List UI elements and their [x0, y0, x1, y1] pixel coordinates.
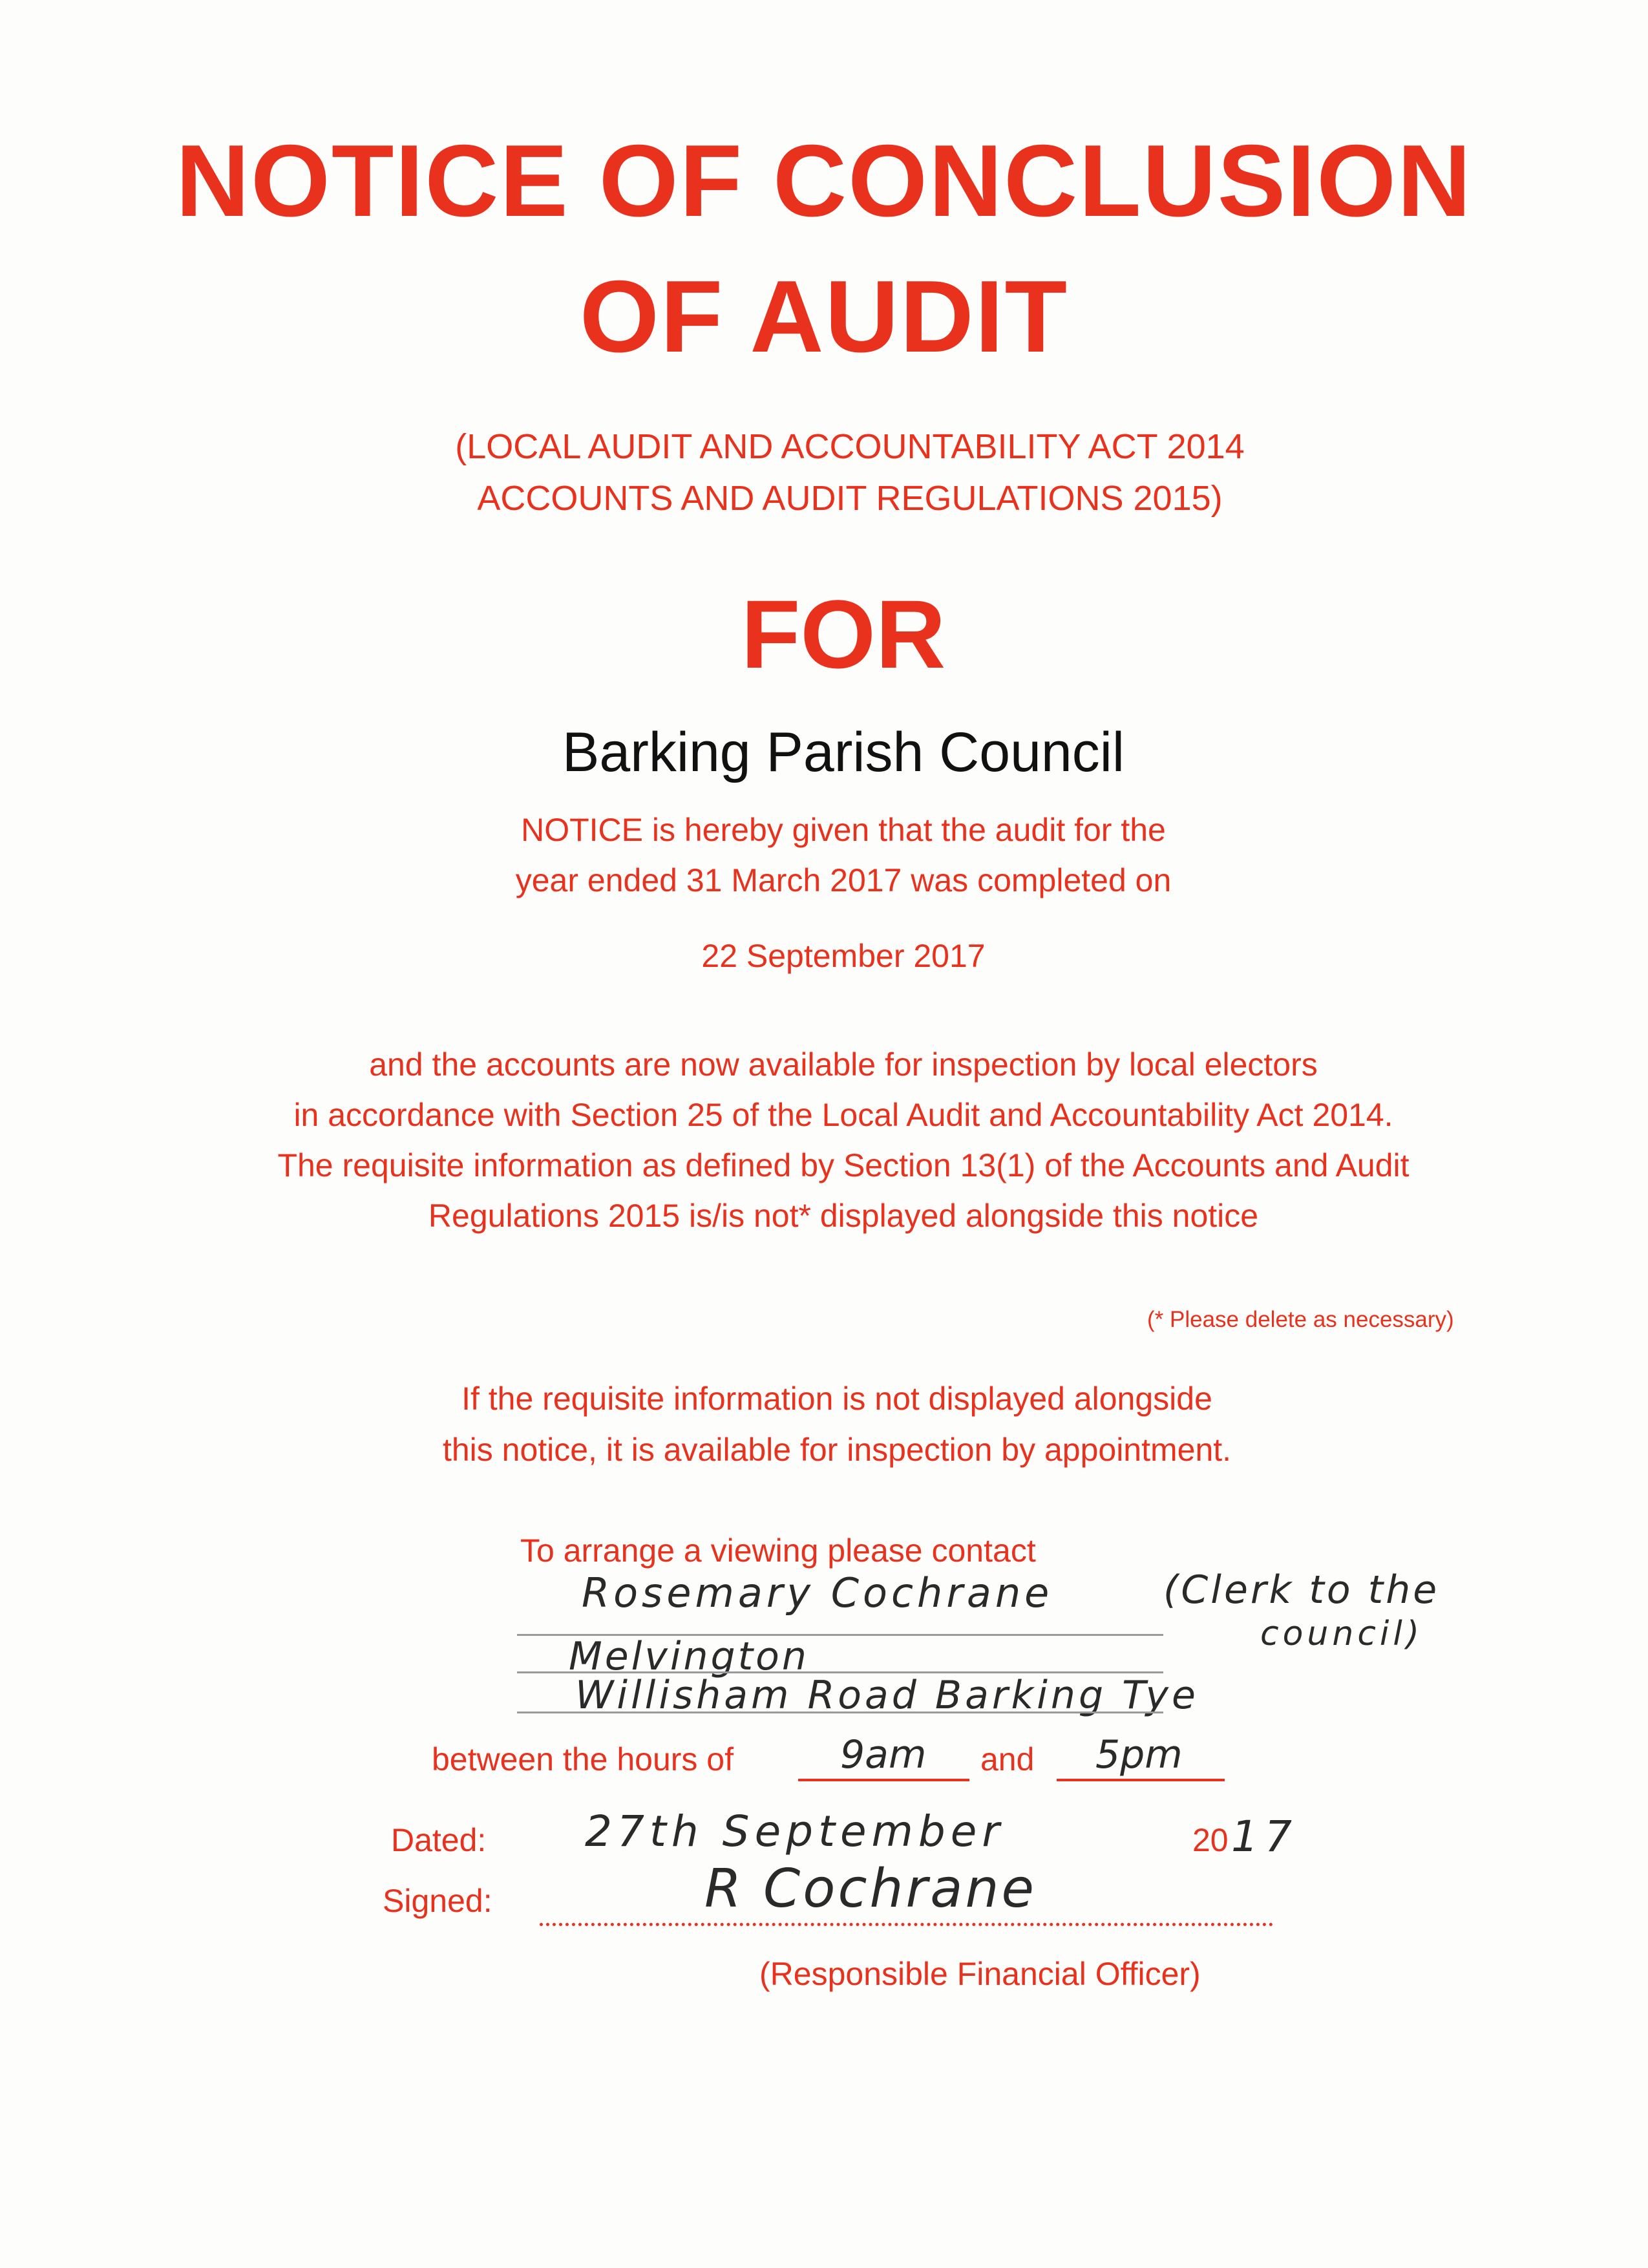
year-suffix-handwritten: 17	[1231, 1812, 1298, 1861]
address-line-1-handwritten: Melvington	[569, 1634, 809, 1679]
signature-dotted-line	[540, 1923, 1273, 1926]
hours-to-underline	[1057, 1779, 1225, 1781]
act-line-2: ACCOUNTS AND AUDIT REGULATIONS 2015)	[477, 479, 1223, 518]
delete-note: (* Please delete as necessary)	[1147, 1307, 1454, 1332]
contact-line-3	[517, 1712, 1163, 1713]
title-line-1: NOTICE OF CONCLUSION	[175, 124, 1473, 238]
accounts-line-1: and the accounts are now available for inspection by local electors	[369, 1046, 1318, 1083]
hours-from-handwritten: 9am	[840, 1732, 927, 1777]
title-line-2: OF AUDIT	[579, 260, 1069, 374]
signature-handwritten: R Cochrane	[704, 1858, 1037, 1920]
for-label: FOR	[741, 580, 946, 688]
hours-to-handwritten: 5pm	[1095, 1732, 1183, 1777]
inspection-line-1: If the requisite information is not displayed alongside	[461, 1381, 1212, 1417]
signed-label: Signed:	[383, 1883, 492, 1919]
dated-value-handwritten: 27th September	[585, 1807, 1005, 1856]
hours-label: between the hours of	[432, 1741, 734, 1777]
hours-from-underline	[798, 1779, 969, 1781]
address-line-2-handwritten: Willisham Road Barking Tye	[575, 1673, 1199, 1718]
accounts-line-4: Regulations 2015 is/is not* displayed alongside this notice	[428, 1198, 1259, 1234]
notice-line-1: NOTICE is hereby given that the audit for the	[521, 812, 1166, 848]
contact-role-handwritten: (Clerk to the	[1163, 1567, 1440, 1613]
notice-line-2: year ended 31 March 2017 was completed on	[515, 862, 1172, 898]
year-prefix: 20	[1192, 1822, 1229, 1858]
council-name: Barking Parish Council	[562, 721, 1125, 783]
contact-role-handwritten-2: council)	[1260, 1615, 1424, 1653]
officer-title: (Responsible Financial Officer)	[759, 1956, 1201, 1992]
inspection-line-2: this notice, it is available for inspection by appointment.	[442, 1432, 1232, 1468]
completion-date: 22 September 2017	[701, 938, 986, 974]
hours-and: and	[980, 1741, 1035, 1777]
accounts-line-3: The requisite information as defined by Section 13(1) of the Accounts and Audit	[277, 1147, 1410, 1183]
contact-label: To arrange a viewing please contact	[520, 1532, 1036, 1569]
dated-label: Dated:	[391, 1822, 487, 1858]
accounts-line-2: in accordance with Section 25 of the Local Audit and Accountability Act 2014.	[293, 1097, 1393, 1133]
act-line-1: (LOCAL AUDIT AND ACCOUNTABILITY ACT 2014	[455, 427, 1245, 466]
contact-name-handwritten: Rosemary Cochrane	[582, 1569, 1053, 1616]
